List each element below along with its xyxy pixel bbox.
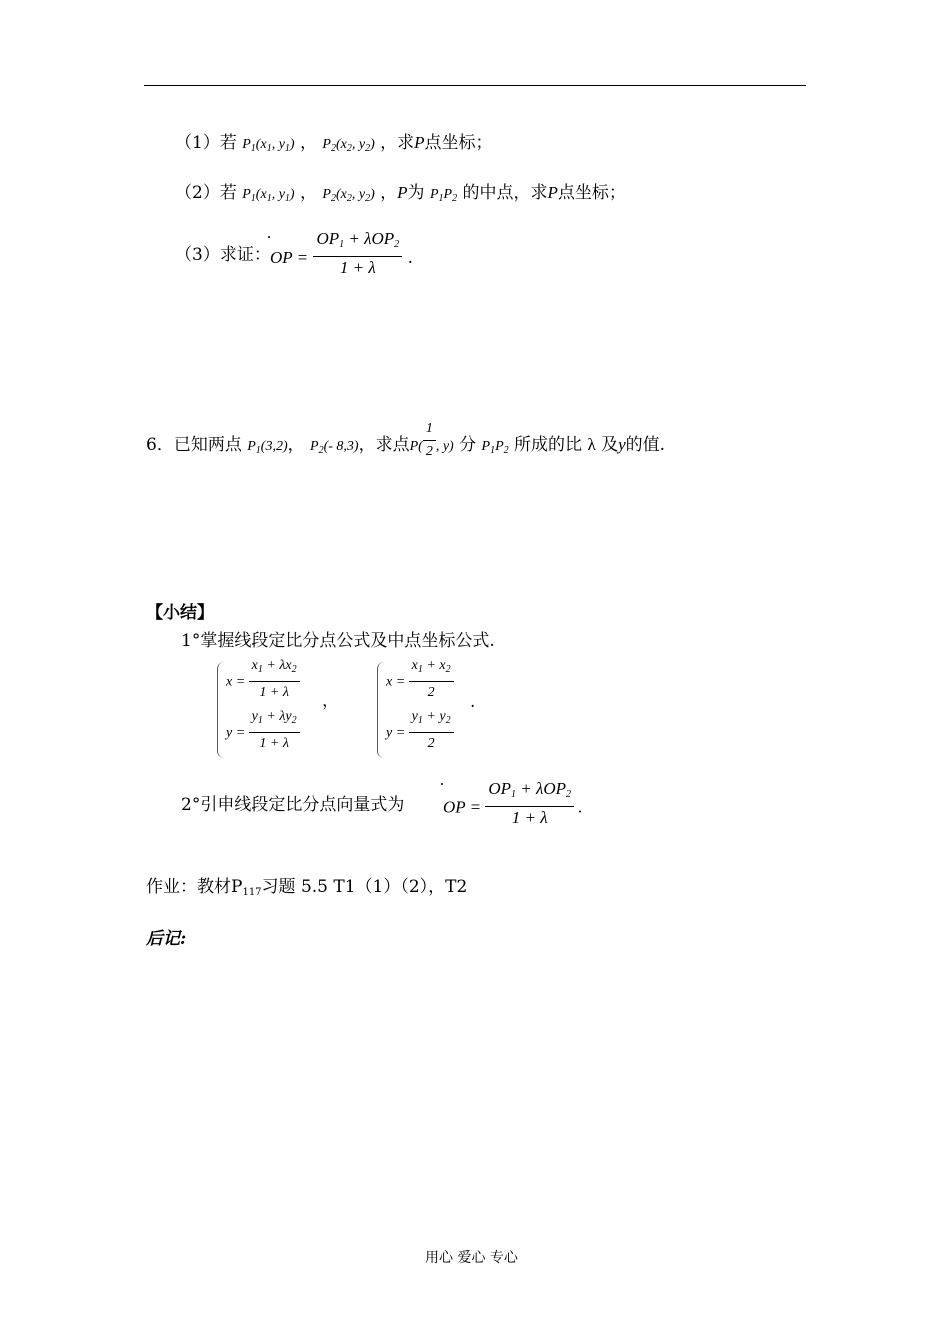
p1-label: $P_1(x_1$, $y_1$) xyxy=(242,187,295,204)
formula-fraction xyxy=(313,228,402,279)
and-text: 及 xyxy=(601,435,619,455)
point-p: P xyxy=(397,183,408,202)
item-2-mid: 的中点，求 xyxy=(462,183,548,203)
item-1-tail: 点坐标； xyxy=(424,133,493,153)
formula-end: . xyxy=(407,248,413,268)
header-rule xyxy=(144,85,806,86)
system-1-y: y = $\frac{y_1 + \lambda y_2}{1 + \lambda}$ xyxy=(226,712,300,755)
homework-label: 作业：教材 xyxy=(146,877,231,897)
wei-text: 为 xyxy=(407,183,425,203)
point-p2: $P_2(-$ 8,3) xyxy=(310,439,359,456)
item-3-formula xyxy=(270,229,413,279)
comma: ， xyxy=(299,183,317,203)
fraction-denominator: 1 + λ xyxy=(339,258,376,277)
homework-p: P xyxy=(231,877,243,897)
segment-p1p2: $P_1P_2$ xyxy=(481,439,509,456)
item-2 xyxy=(175,178,626,204)
lambda-symbol: λ xyxy=(587,435,596,454)
vector-formula: OP = $\frac{OP_1 + \lambda OP_2}{1 + \lambda}$ . xyxy=(443,779,583,827)
problem-6-ask: ，求点 xyxy=(358,435,410,455)
postscript-label: 后记: xyxy=(146,929,187,949)
comma: ， xyxy=(299,133,317,153)
point-p: P( xyxy=(409,439,423,454)
homework xyxy=(146,872,467,898)
comma: ， xyxy=(380,183,398,203)
item-1 xyxy=(175,128,493,154)
segment-p1p2: $P_1P_2$ xyxy=(429,187,458,204)
fen-text: 分 xyxy=(459,435,477,455)
vector-mark xyxy=(441,783,443,785)
ratio-text: 所成的比 xyxy=(514,435,583,455)
half-fraction: $\frac{1}{2}$ xyxy=(423,418,436,463)
system-1-comma: ， xyxy=(322,691,339,711)
item-1-tail-pre: ，求 xyxy=(380,133,415,153)
homework-page: 117 xyxy=(242,887,262,898)
point-p: P xyxy=(547,183,558,202)
fraction-numerator: $OP_1 + \lambda OP_2$ xyxy=(313,228,402,257)
problem-6-end: 的值. xyxy=(625,435,666,455)
p2-label: $P_2(x_2$, $y_2$) xyxy=(322,187,375,204)
summary-point-2: 2°引申线段定比分点向量式为 xyxy=(181,795,405,815)
system-2-y: y = $\frac{y_1 + y_2}{2}$ xyxy=(386,712,454,755)
problem-6 xyxy=(146,421,666,463)
p2-label: $P_2(x_2$, $y_2$) xyxy=(322,137,375,154)
y-symbol: y xyxy=(618,435,626,454)
item-3-number: （3）求证： xyxy=(175,245,271,265)
homework-rest: 习题 5.5 T1（1）（2），T2 xyxy=(261,877,468,897)
system-2-brace xyxy=(377,662,384,758)
page-footer: 用心 爱心 专心 xyxy=(425,1250,518,1266)
system-1-x: x = $\frac{x_1 + \lambda x_2}{1 + \lambda}$ xyxy=(226,661,300,704)
system-2-period: . xyxy=(470,692,476,712)
point-p-tail: , y) xyxy=(435,439,454,454)
p1-label: $P_1(x_1$, $y_1$) xyxy=(242,137,295,154)
item-2-number: （2）若 xyxy=(175,183,237,203)
problem-6-lead: 6．已知两点 xyxy=(146,435,242,455)
item-1-number: （1）若 xyxy=(175,133,237,153)
item-3 xyxy=(175,240,271,265)
summary-heading: 【小结】 xyxy=(146,603,214,623)
system-1-brace xyxy=(217,662,224,758)
system-2-x: x = $\frac{x_1 + x_2}{2}$ xyxy=(386,661,454,704)
point-p: P xyxy=(414,133,425,152)
summary-point-1: 1°掌握线段定比分点公式及中点坐标公式. xyxy=(181,631,495,651)
point-p1: $P_1(3,2)$ xyxy=(247,439,288,456)
sep: ， xyxy=(287,435,305,455)
item-2-tail: 点坐标； xyxy=(557,183,626,203)
formula-lhs: OP = xyxy=(270,248,309,267)
